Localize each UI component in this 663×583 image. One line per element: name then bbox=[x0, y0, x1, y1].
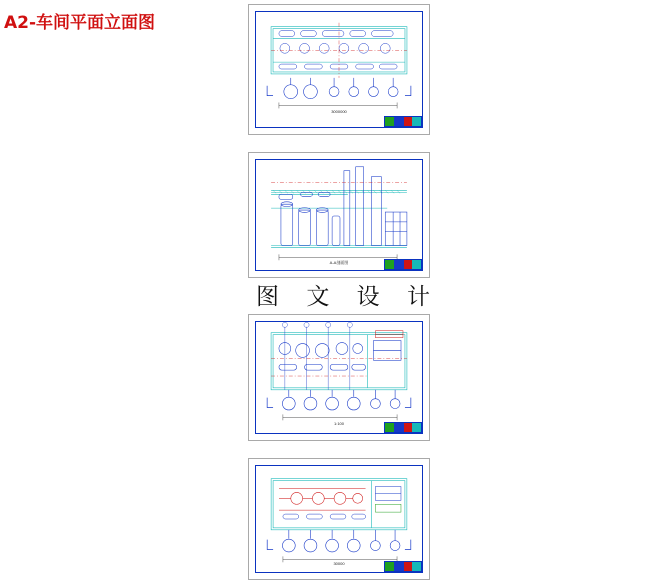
title-block bbox=[384, 561, 422, 572]
plan-drawing-top bbox=[249, 5, 429, 134]
drawing-sheet-equipment-plan[interactable] bbox=[248, 314, 430, 441]
sheet-caption: 1:100 bbox=[333, 421, 344, 426]
sheet-caption: 3000000 bbox=[331, 109, 347, 114]
page-title: A2-车间平面立面图 bbox=[4, 13, 156, 33]
watermark-text: 图 文 设 计 bbox=[256, 284, 440, 310]
drawing-sheet-elevation[interactable] bbox=[248, 152, 430, 278]
drawing-sheet-plan-top[interactable] bbox=[248, 4, 430, 135]
sheet-caption: A-A剖面图 bbox=[329, 260, 349, 265]
drawing-sheet-piping-plan[interactable] bbox=[248, 458, 430, 580]
title-block bbox=[384, 116, 422, 127]
title-block bbox=[384, 259, 422, 270]
sheet-caption: 30000 bbox=[333, 561, 345, 566]
title-block bbox=[384, 422, 422, 433]
